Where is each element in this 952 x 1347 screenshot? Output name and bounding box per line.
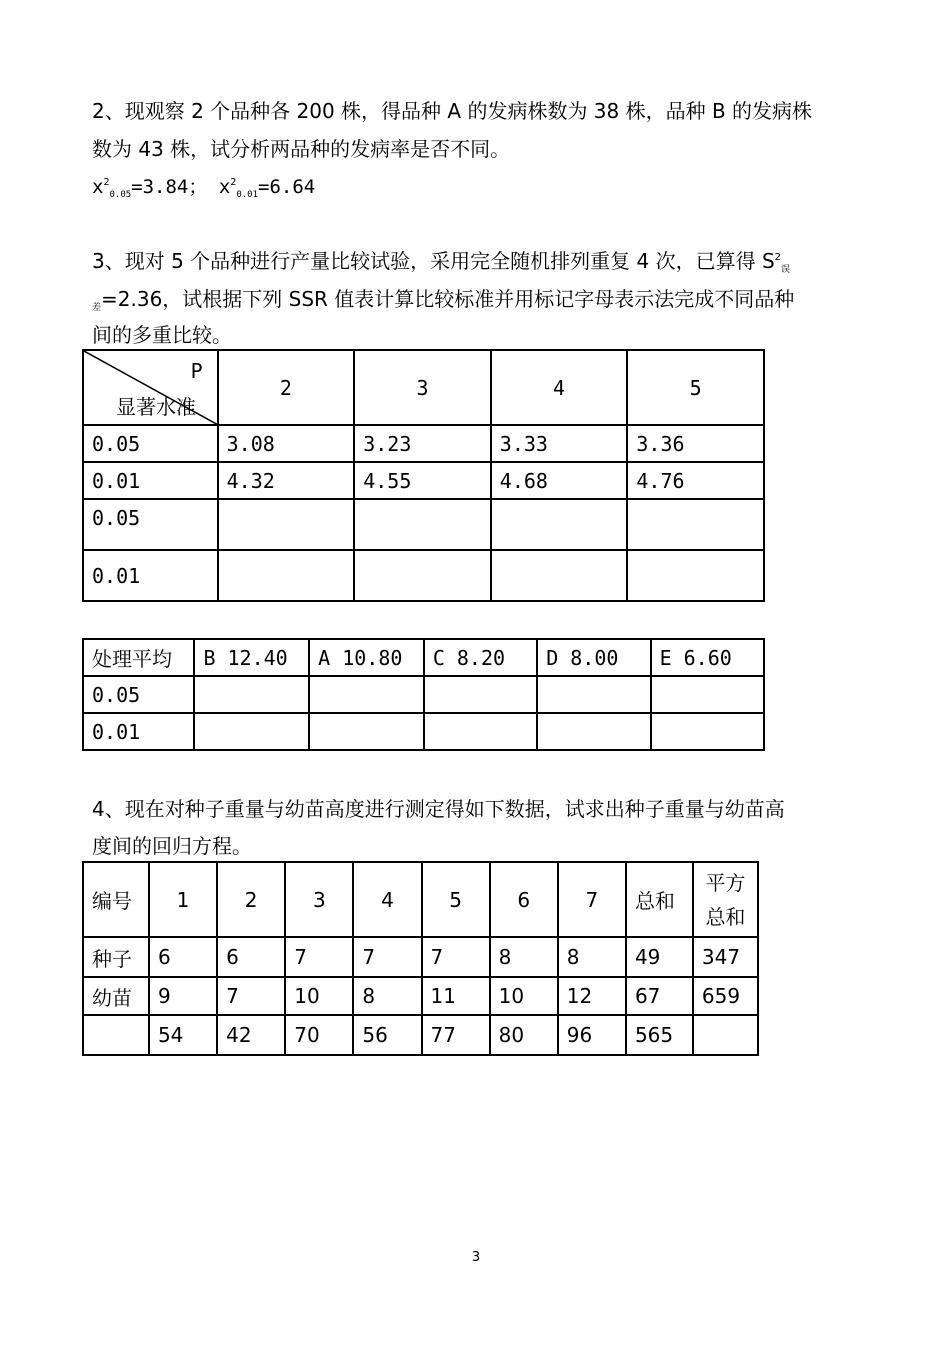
data-cell: 70 — [285, 1015, 353, 1055]
sample-number-header: 6 — [490, 862, 558, 937]
regression-header-row — [83, 862, 758, 937]
lsr-empty-cell — [218, 550, 355, 601]
letter-cell — [309, 676, 424, 713]
ssr-value-cell: 3.08 — [218, 425, 355, 462]
sample-number-header: 1 — [149, 862, 217, 937]
letter-cell — [424, 713, 537, 750]
regression-row-product — [83, 1015, 758, 1055]
square-sum-header — [693, 862, 758, 937]
q3-line3: 间的多重比较。 — [92, 323, 232, 347]
header-level-label: 显著水准 — [116, 395, 196, 419]
q3-line2-text: =2.36，试根据下列 SSR 值表计算比较标准并用标记字母表示法完成不同品种 — [101, 287, 795, 311]
lsr-empty-cell — [627, 550, 764, 601]
regression-data-table — [82, 861, 759, 1056]
level-cell: 0.01 — [83, 713, 194, 750]
data-cell: 8 — [490, 937, 558, 977]
square-sum-header-line2: 总和 — [705, 904, 746, 929]
square-sum-header-line1: 平方 — [705, 870, 746, 895]
chi-sub-2: 0.01 — [236, 190, 258, 200]
header-id-label: 编号 — [83, 862, 149, 937]
data-cell: 7 — [353, 937, 421, 977]
mean-significance-row — [83, 676, 764, 713]
sample-number-header: 3 — [285, 862, 353, 937]
letter-cell — [537, 676, 650, 713]
data-cell: 9 — [149, 977, 217, 1015]
letter-cell — [537, 713, 650, 750]
level-cell: 0.05 — [83, 676, 194, 713]
q2-chi-square-values — [92, 168, 315, 210]
treatment-mean-cell: A 10.80 — [309, 639, 424, 676]
ssr-value-cell: 4.76 — [627, 462, 764, 499]
ssr-value-cell: 3.33 — [491, 425, 628, 462]
data-cell: 56 — [353, 1015, 421, 1055]
data-cell: 8 — [353, 977, 421, 1015]
letter-cell — [194, 676, 309, 713]
header-p-label: P — [190, 359, 203, 383]
row-label — [83, 1015, 149, 1055]
sample-number-header: 7 — [558, 862, 626, 937]
square-sum-cell — [693, 1015, 758, 1055]
chi-sup-2: 2 — [230, 177, 237, 188]
level-cell: 0.01 — [83, 550, 218, 601]
data-cell: 7 — [217, 977, 285, 1015]
sum-cell: 67 — [626, 977, 693, 1015]
sum-cell: 49 — [626, 937, 693, 977]
square-sum-cell: 347 — [693, 937, 758, 977]
data-cell: 6 — [217, 937, 285, 977]
square-sum-cell: 659 — [693, 977, 758, 1015]
sum-cell: 565 — [626, 1015, 693, 1055]
p-value-header: 4 — [491, 350, 628, 425]
sample-number-header: 5 — [422, 862, 490, 937]
ssr-header-row — [83, 350, 764, 425]
lsr-empty-cell — [491, 499, 628, 550]
chi-value-2: =6.64 — [258, 176, 316, 198]
level-cell: 0.01 — [83, 462, 218, 499]
letter-cell — [194, 713, 309, 750]
regression-row-seedling — [83, 977, 758, 1015]
data-cell: 12 — [558, 977, 626, 1015]
lsr-row — [83, 550, 764, 601]
treatment-mean-cell: B 12.40 — [194, 639, 309, 676]
data-cell: 54 — [149, 1015, 217, 1055]
ssr-row — [83, 425, 764, 462]
sum-header: 总和 — [626, 862, 693, 937]
data-cell: 42 — [217, 1015, 285, 1055]
chi-sup-1: 2 — [103, 177, 110, 188]
chi-sub-1: 0.05 — [109, 190, 132, 200]
lsr-empty-cell — [354, 550, 491, 601]
letter-cell — [424, 676, 537, 713]
p-value-header: 2 — [218, 350, 355, 425]
mean-header-label: 处理平均 — [83, 639, 194, 676]
lsr-empty-cell — [491, 550, 628, 601]
q4-line2: 度间的回归方程。 — [92, 834, 252, 858]
data-cell: 10 — [490, 977, 558, 1015]
level-cell: 0.05 — [83, 425, 218, 462]
letter-cell — [651, 676, 764, 713]
sample-number-header: 4 — [353, 862, 421, 937]
q2-line1: 2、现观察 2 个品种各 200 株，得品种 A 的发病株数为 38 株，品种 B 的发病株 — [92, 99, 813, 123]
q2-line2: 数为 43 株，试分析两品种的发病率是否不同。 — [92, 137, 511, 161]
ssr-value-cell: 4.68 — [491, 462, 628, 499]
letter-cell — [651, 713, 764, 750]
data-cell: 11 — [422, 977, 490, 1015]
lsr-empty-cell — [218, 499, 355, 550]
chi-symbol-2: x — [218, 176, 231, 198]
data-cell: 96 — [558, 1015, 626, 1055]
treatment-mean-cell: D 8.00 — [537, 639, 650, 676]
lsr-empty-cell — [627, 499, 764, 550]
ssr-value-cell: 3.23 — [354, 425, 491, 462]
data-cell: 7 — [285, 937, 353, 977]
row-label: 幼苗 — [83, 977, 149, 1015]
treatment-mean-cell: C 8.20 — [424, 639, 537, 676]
q3-line1-text: 3、现对 5 个品种进行产量比较试验，采用完全随机排列重复 4 次，已算得 S — [92, 249, 775, 273]
ssr-value-cell: 3.36 — [627, 425, 764, 462]
s-squared-sub-1: 误 — [781, 265, 791, 275]
chi-value-1: =3.84； — [131, 176, 208, 198]
letter-cell — [309, 713, 424, 750]
page-number: 3 — [471, 1250, 481, 1265]
regression-row-seed — [83, 937, 758, 977]
lsr-row — [83, 499, 764, 550]
sample-number-header: 2 — [217, 862, 285, 937]
data-cell: 7 — [422, 937, 490, 977]
treatment-mean-cell: E 6.60 — [651, 639, 764, 676]
data-cell: 8 — [558, 937, 626, 977]
s-squared-sup: 2 — [774, 252, 782, 263]
row-label: 种子 — [83, 937, 149, 977]
ssr-table — [82, 349, 765, 602]
p-value-header: 3 — [354, 350, 491, 425]
ssr-value-cell: 4.32 — [218, 462, 355, 499]
lsr-empty-cell — [354, 499, 491, 550]
mean-significance-row — [83, 713, 764, 750]
data-cell: 77 — [422, 1015, 490, 1055]
mean-header-row — [83, 639, 764, 676]
level-cell: 0.05 — [83, 499, 218, 550]
ssr-value-cell: 4.55 — [354, 462, 491, 499]
data-cell: 10 — [285, 977, 353, 1015]
q4-line1: 4、现在对种子重量与幼苗高度进行测定得如下数据，试求出种子重量与幼苗高 — [92, 797, 785, 821]
treatment-mean-table — [82, 638, 765, 751]
diagonal-header-cell — [83, 350, 218, 425]
chi-symbol-1: x — [92, 176, 104, 198]
p-value-header: 5 — [627, 350, 764, 425]
ssr-row — [83, 462, 764, 499]
q3-line1 — [92, 242, 790, 285]
data-cell: 80 — [490, 1015, 558, 1055]
s-squared-sub-2: 差 — [92, 303, 102, 313]
data-cell: 6 — [149, 937, 217, 977]
